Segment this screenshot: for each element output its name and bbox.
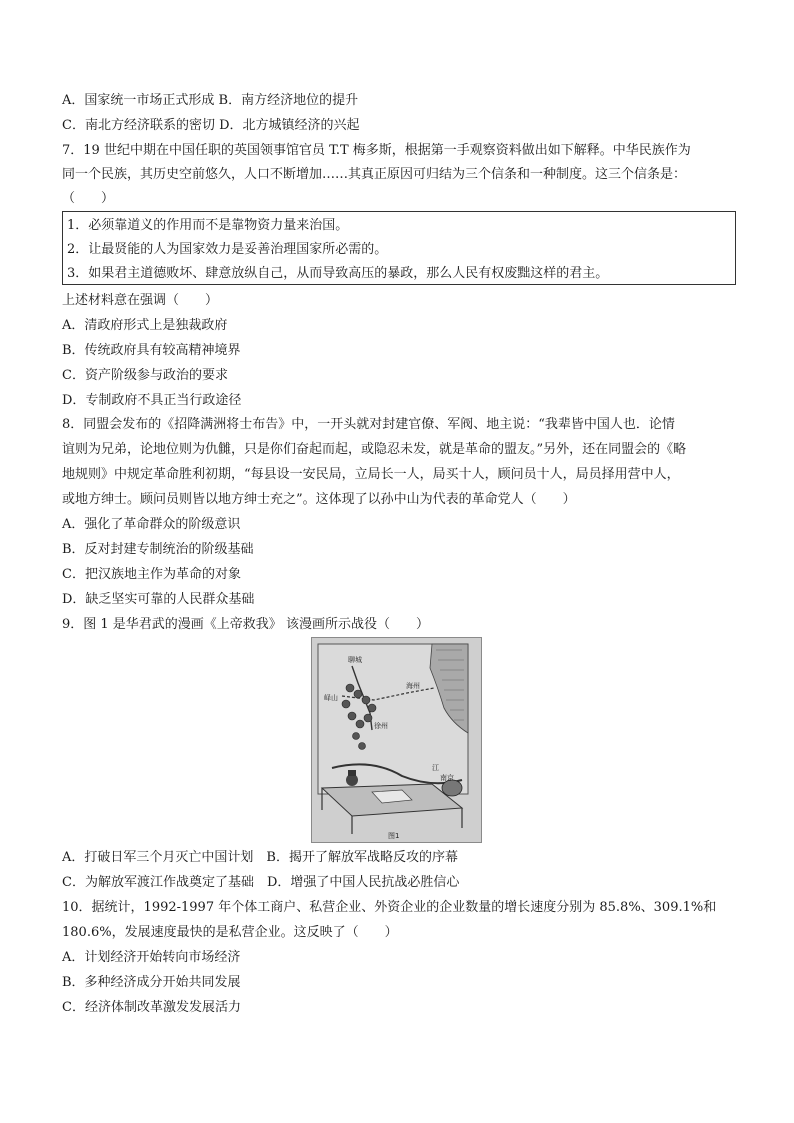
q7-quote-3: 3．如果君主道德败坏、肆意放纵自己，从而导致高压的暴政，那么人民有权废黜这样的君主。 — [67, 266, 609, 281]
q10-stem-line1: 10．据统计，1992-1997 年个体工商户、私营企业、外资企业的企业数量的增长速度分别为 85.8%、309.1%和 — [62, 900, 717, 915]
q8-stem-line2: 谊则为兄弟，论地位则为仇雠，只是你们奋起而起，或隐忍未发，就是革命的盟友。”另外，还在同盟会的《略 — [62, 442, 687, 457]
q7-stem-line3: （ ） — [62, 191, 115, 206]
q8-stem-line4: 或地方绅士。顾问员则皆以地方绅士充之”。这体现了以孙中山为代表的革命党人（ ） — [62, 492, 576, 507]
q7-option-a: A．清政府形式上是独裁政府 — [62, 318, 228, 333]
q8-stem-line1: 8．同盟会发布的《招降满洲将士布告》中，一开头就对封建官僚、军阀、地主说：“我辈皆中国人也．论情 — [62, 417, 675, 432]
q6-options-ab: A．国家统一市场正式形成 B．南方经济地位的提升 — [62, 93, 359, 108]
q7-option-c: C．资产阶级参与政治的要求 — [62, 368, 228, 383]
q8-option-c: C．把汉族地主作为革命的对象 — [62, 567, 241, 582]
q8-option-a: A．强化了革命群众的阶级意识 — [62, 517, 241, 532]
q7-option-b: B．传统政府具有较高精神境界 — [62, 343, 241, 358]
q6-options-cd: C．南北方经济联系的密切 D．北方城镇经济的兴起 — [62, 118, 360, 133]
q9-options-cd: C．为解放军渡江作战奠定了基础 D．增强了中国人民抗战必胜信心 — [62, 875, 460, 890]
q7-option-d: D．专制政府不具正当行政途径 — [62, 393, 242, 408]
q7-question: 上述材料意在强调（ ） — [62, 293, 219, 308]
q7-stem-line2: 同一个民族，其历史空前悠久，人口不断增加……其真正原因可归结为三个信条和一种制度。这三个信条是： — [62, 167, 687, 182]
q7-quote-2: 2．让最贤能的人为国家效力是妥善治理国家所必需的。 — [67, 242, 388, 257]
figure-caption: 图1 — [388, 832, 400, 840]
map-label-liaocheng: 聊城 — [348, 656, 362, 664]
q9-stem: 9．图 1 是华君武的漫画《上帝救我》 该漫画所示战役（ ） — [62, 617, 429, 632]
map-label-nanjing: 南京 — [440, 774, 454, 782]
map-label-xuzhou: 徐州 — [374, 722, 388, 730]
q10-option-a: A．计划经济开始转向市场经济 — [62, 950, 241, 965]
q9-cartoon-figure — [311, 637, 482, 843]
q10-option-b: B．多种经济成分开始共同发展 — [62, 975, 241, 990]
q7-quote-1: 1．必须靠道义的作用而不是靠物资力量来治国。 — [67, 218, 349, 233]
q7-quote-box — [62, 211, 736, 285]
q7-stem-line1: 7．19 世纪中期在中国任职的英国领事馆官员 T.T 梅多斯，根据第一手观察资料做出如下解释。中华民族作为 — [62, 143, 691, 158]
q10-stem-line2: 180.6%，发展速度最快的是私营企业。这反映了（ ） — [62, 925, 398, 940]
q10-option-c: C．经济体制改革激发发展活力 — [62, 1000, 241, 1015]
q9-options-ab: A．打破日军三个月灭亡中国计划 B．揭开了解放军战略反攻的序幕 — [62, 850, 458, 865]
q8-option-b: B．反对封建专制统治的阶级基础 — [62, 542, 254, 557]
q8-option-d: D．缺乏坚实可靠的人民群众基础 — [62, 592, 255, 607]
map-label-yishan: 峄山 — [324, 694, 338, 702]
q8-stem-line3: 地规则》中规定革命胜利初期，“每县设一安民局，立局长一人，局买十人，顾问员十人，局员择用营中人， — [62, 467, 680, 482]
map-label-haizhou: 海州 — [406, 682, 420, 690]
map-label-jiang: 江 — [432, 764, 439, 772]
cartoon-map-illustration — [312, 638, 481, 842]
